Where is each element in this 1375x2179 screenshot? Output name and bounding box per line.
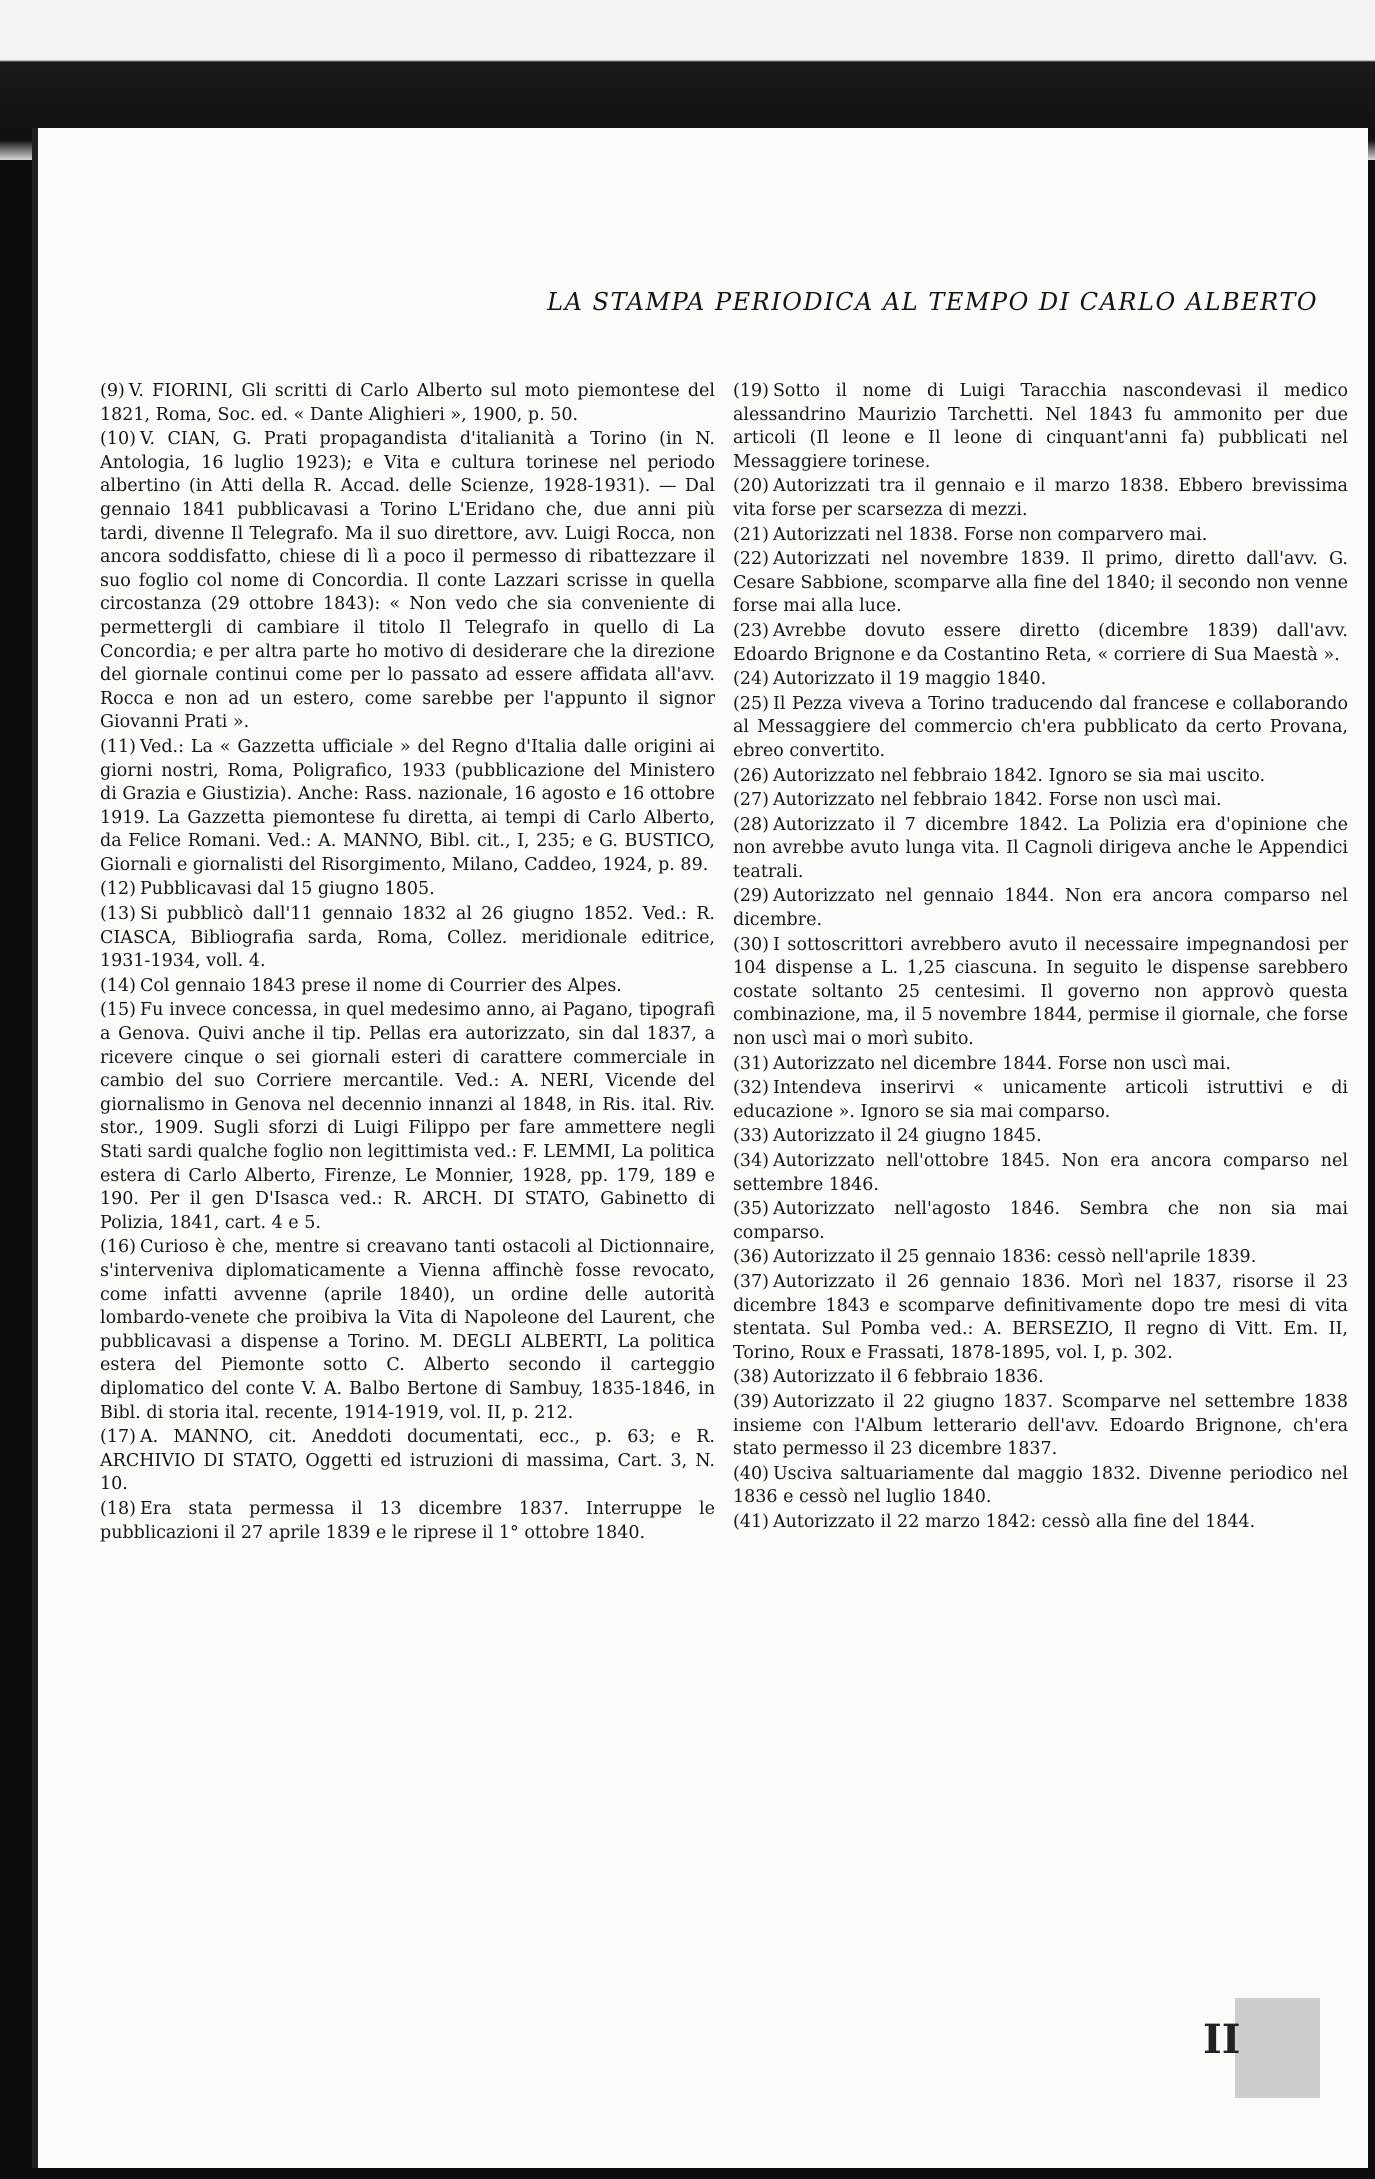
footnote-text: Curioso è che, mentre si creavano tanti ostacoli al Dictionnaire, s'interveniva diplomaticamente a Vienna affinchè fosse revocato, come infatti avvenne (aprile 1840), un ordine delle autorità lombardo-venete che proibiva la Vita di Napoleone del Laurent, che pubblicavasi a dispense a Torino. M. DEGLI ALBERTI, La politica estera del Piemonte sotto C. Alberto secondo il carteggio diplomatico del conte V. A. Balbo Bertone di Sambuy, 1835-1846, in Bibl. di storia ital. recente, 1914-1919, vol. II, p. 212. <box>100 1237 715 1423</box>
footnote-text: Autorizzati tra il gennaio e il marzo 1838. Ebbero brevissima vita forse per scarsezza di mezzi. <box>733 476 1348 520</box>
book-page <box>32 128 1368 2168</box>
footnote-text: Autorizzato nell'ottobre 1845. Non era ancora comparso nel settembre 1846. <box>733 1151 1348 1195</box>
footnote-text: Era stata permessa il 13 dicembre 1837. Interruppe le pubblicazioni il 27 aprile 1839 e le riprese il 1° ottobre 1840. <box>100 1498 715 1543</box>
page-corner-smudge <box>1235 1998 1320 2098</box>
footnote-number: (10) <box>100 429 136 450</box>
footnote-text: Ved.: La « Gazzetta ufficiale » del Regno d'Italia dalle origini ai giorni nostri, Roma, Poligrafico, 1933 (pubblicazione del Ministero di Grazia e Giustizia). Anche: Rass. nazionale, 16 agosto e 16 ottobre 1919. La Gazzetta piemontese fu diretta, ai tempi di Carlo Alberto, da Felice Romani. Ved.: A. MANNO, Bibl. cit., I, 235; e G. BUSTICO, Giornali e giornalisti del Risorgimento, Milano, Caddeo, 1924, p. 89. <box>100 736 715 875</box>
footnote-number: (31) <box>733 1053 769 1074</box>
footnote-text: Autorizzato nel febbraio 1842. Forse non uscì mai. <box>772 790 1222 811</box>
footnote-number: (39) <box>733 1391 769 1412</box>
footnote-text: Avrebbe dovuto essere diretto (dicembre 1839) dall'avv. Edoardo Brignone e da Costantino Reta, « corriere di Sua Maestà ». <box>733 620 1348 665</box>
footnote <box>100 428 715 735</box>
footnote-number: (35) <box>733 1199 769 1220</box>
footnote <box>733 1077 1348 1124</box>
footnote-number: (37) <box>733 1271 769 1292</box>
footnote-number: (21) <box>733 524 769 545</box>
footnote-number: (20) <box>733 476 769 497</box>
footnote <box>733 668 1348 692</box>
footnote-number: (13) <box>100 904 136 925</box>
footnote <box>733 693 1348 764</box>
footnote <box>733 380 1348 474</box>
footnote-number: (32) <box>733 1078 769 1099</box>
footnotes-left-column <box>100 380 715 1546</box>
footnote-text: Autorizzato il 24 giugno 1845. <box>772 1126 1042 1147</box>
footnote-number: (19) <box>733 381 769 401</box>
footnote <box>733 1150 1348 1197</box>
footnote-number: (41) <box>733 1511 769 1532</box>
footnote-text: Col gennaio 1843 prese il nome di Courrier des Alpes. <box>139 975 622 996</box>
footnote <box>733 934 1348 1052</box>
footnote <box>100 380 715 427</box>
footnote <box>733 475 1348 522</box>
footnote-text: Autorizzato nel dicembre 1844. Forse non uscì mai. <box>772 1053 1231 1074</box>
footnote-text: Si pubblicò dall'11 gennaio 1832 al 26 giugno 1852. Ved.: R. CIASCA, Bibliografia sarda, Roma, Collez. meridionale editrice, 1931-1934, voll. 4. <box>100 904 715 972</box>
footnote <box>733 1463 1348 1510</box>
footnote-text: Autorizzati nel novembre 1839. Il primo, diretto dall'avv. G. Cesare Sabbione, scomparve alla fine del 1840; il secondo non venne forse mai alla luce. <box>733 549 1348 617</box>
footnote-text: A. MANNO, cit. Aneddoti documentati, ecc., p. 63; e R. ARCHIVIO DI STATO, Oggetti ed istruzioni di massima, Cart. 3, N. 10. <box>100 1427 715 1495</box>
running-head: LA STAMPA PERIODICA AL TEMPO DI CARLO ALBERTO <box>547 288 1318 316</box>
footnote-text: I sottoscrittori avrebbero avuto il necessaire impegnandosi per 104 dispense a L. 1,25 ciascuna. In seguito le dispense sarebbero costate soltanto 25 centesimi. Il governo non approvò questa combinazione, ma, il 5 novembre 1844, permise il giornale, che forse non uscì mai o morì subito. <box>733 934 1348 1050</box>
footnote-text: V. CIAN, G. Prati propagandista d'italianità a Torino (in N. Antologia, 16 luglio 1923); e Vita e cultura torinese nel periodo albertino (in Atti della R. Accad. delle Scienze, 1928-1931). — Dal gennaio 1841 pubblicavasi a Torino L'Eridano che, due anni più tardi, divenne Il Telegrafo. Ma il suo direttore, avv. Luigi Rocca, non ancora soddisfatto, chiese di lì a poco il permesso di ribattezzare il suo foglio col nome di Concordia. Il conte Lazzari scrisse in quella circostanza (29 ottobre 1843): « Non vedo che sia conveniente di permettergli di cambiare il titolo Il Telegrafo in quello di La Concordia; e per altra parte ho motivo di desiderare che la direzione del giornale continui come per lo passato ad essere affidata all'avv. Rocca e non ad un estero, come sarebbe per l'appunto il signor Giovanni Prati ». <box>100 429 715 733</box>
footnote <box>733 1391 1348 1462</box>
footnote <box>733 548 1348 619</box>
footnote-text: Il Pezza viveva a Torino traducendo dal francese e collaborando al Messaggiere del commercio ch'era pubblicato da certo Provana, ebreo convertito. <box>733 693 1348 761</box>
footnote-number: (14) <box>100 975 136 996</box>
footnote-number: (15) <box>100 1000 136 1021</box>
footnote-number: (17) <box>100 1427 136 1448</box>
footnote-text: Autorizzato il 7 dicembre 1842. La Polizia era d'opinione che non avrebbe avuto lunga vita. Il Cagnoli dirigeva anche le Appendici teatrali. <box>733 814 1348 882</box>
page-number: II <box>1203 2016 1241 2063</box>
footnote <box>100 1426 715 1497</box>
footnote-number: (26) <box>733 765 769 786</box>
footnote-text: Pubblicavasi dal 15 giugno 1805. <box>139 879 435 900</box>
footnote <box>733 1271 1348 1365</box>
footnote-text: Autorizzato il 22 giugno 1837. Scomparve nel settembre 1838 insieme con l'Album letterario dell'avv. Edoardo Brignone, ch'era stato permesso il 23 dicembre 1837. <box>733 1391 1348 1460</box>
footnote-text: V. FIORINI, Gli scritti di Carlo Alberto sul moto piemontese del 1821, Roma, Soc. ed. « Dante Alighieri », 1900, p. 50. <box>100 381 715 425</box>
footnote <box>733 1125 1348 1149</box>
footnote-number: (38) <box>733 1367 769 1388</box>
footnote-text: Sotto il nome di Luigi Taracchia nascondevasi il medico alessandrino Maurizio Tarchetti. Nel 1843 fu ammonito per due articoli (Il leone e Il leone di cinquant'anni fa) pubblicati nel Messaggiere torinese. <box>733 381 1348 472</box>
footnote <box>100 903 715 974</box>
footnote-text: Autorizzato nell'agosto 1846. Sembra che non sia mai comparso. <box>733 1199 1348 1243</box>
footnote <box>100 878 715 902</box>
footnote-text: Autorizzato il 6 febbraio 1836. <box>772 1367 1044 1388</box>
footnote-text: Autorizzati nel 1838. Forse non comparvero mai. <box>772 524 1208 545</box>
footnote-number: (16) <box>100 1237 136 1258</box>
footnote-text: Intendeva inserirvi « unicamente articoli istruttivi e di educazione ». Ignoro se sia mai comparso. <box>733 1078 1348 1122</box>
footnote <box>100 999 715 1235</box>
footnote <box>733 789 1348 813</box>
footnote <box>733 1511 1348 1535</box>
footnote-number: (36) <box>733 1247 769 1268</box>
footnote <box>100 736 715 878</box>
footnote <box>733 1053 1348 1077</box>
footnote-text: Autorizzato il 22 marzo 1842: cessò alla fine del 1844. <box>772 1511 1256 1532</box>
footnote <box>733 1198 1348 1245</box>
footnote-number: (27) <box>733 790 769 811</box>
footnote-number: (29) <box>733 886 769 907</box>
footnote-text: Autorizzato il 19 maggio 1840. <box>772 669 1047 690</box>
footnote <box>733 765 1348 789</box>
footnote-number: (11) <box>100 736 136 757</box>
footnote-number: (22) <box>733 549 769 570</box>
footnote <box>733 1246 1348 1270</box>
footnote <box>733 814 1348 885</box>
footnote <box>733 885 1348 932</box>
footnote <box>733 1366 1348 1390</box>
footnote-text: Autorizzato nel gennaio 1844. Non era ancora comparso nel dicembre. <box>733 886 1348 931</box>
footnote-text: Usciva saltuariamente dal maggio 1832. Divenne periodico nel 1836 e cessò nel luglio 1840. <box>733 1463 1348 1508</box>
footnote-text: Autorizzato il 26 gennaio 1836. Morì nel 1837, risorse il 23 dicembre 1843 e scomparve definitivamente dopo tre mesi di vita stentata. Sul Pomba ved.: A. BERSEZIO, Il regno di Vitt. Em. II, Torino, Roux e Frassati, 1878-1895, vol. I, p. 302. <box>733 1271 1348 1363</box>
footnote-number: (25) <box>733 693 769 714</box>
footnote-number: (30) <box>733 934 769 955</box>
footnote-number: (40) <box>733 1463 769 1484</box>
footnote <box>100 975 715 999</box>
footnote-number: (23) <box>733 620 769 641</box>
footnote-number: (9) <box>100 381 125 401</box>
footnote-number: (28) <box>733 814 769 835</box>
footnote <box>100 1498 715 1545</box>
footnote-number: (34) <box>733 1151 769 1171</box>
footnotes-right-column <box>733 380 1348 1536</box>
footnote-number: (33) <box>733 1126 769 1147</box>
footnote <box>733 620 1348 667</box>
footnote <box>100 1236 715 1425</box>
footnote-number: (24) <box>733 669 769 690</box>
footnote-text: Autorizzato nel febbraio 1842. Ignoro se sia mai uscito. <box>772 765 1266 786</box>
footnote-number: (12) <box>100 879 136 900</box>
footnote <box>733 524 1348 548</box>
footnote-text: Autorizzato il 25 gennaio 1836: cessò nell'aprile 1839. <box>772 1247 1257 1268</box>
footnote-number: (18) <box>100 1498 136 1519</box>
footnote-text: Fu invece concessa, in quel medesimo anno, ai Pagano, tipografi a Genova. Quivi anche il tip. Pellas era autorizzato, sin dal 1837, a ricevere cinque o sei giornali esteri di carattere commerciale in cambio del suo Corriere mercantile. Ved.: A. NERI, Vicende del giornalismo in Genova nel decennio innanzi al 1848, in Ris. ital. Riv. stor., 1909. Sugli sforzi di Luigi Filippo per fare ammettere negli Stati sardi qualche foglio non legittimista ved.: F. LEMMI, La politica estera di Carlo Alberto, Firenze, Le Monnier, 1928, pp. 179, 189 e 190. Per il gen D'Isasca ved.: R. ARCH. DI STATO, Gabinetto di Polizia, 1841, cart. 4 e 5. <box>100 1000 715 1233</box>
